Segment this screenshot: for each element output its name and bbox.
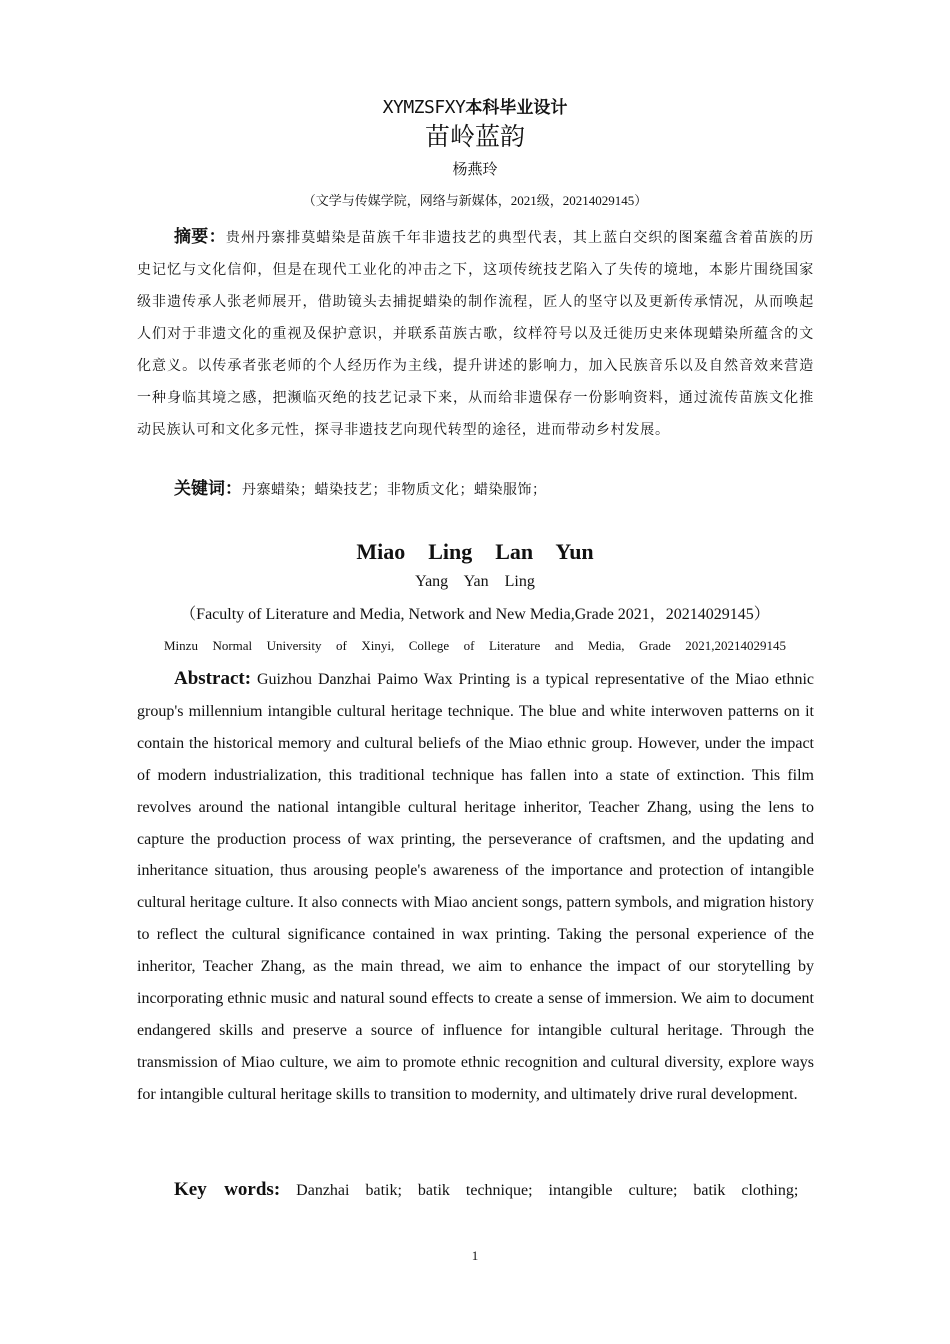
chinese-abstract-label: 摘要： <box>174 227 226 247</box>
header-label: 本科毕业设计 <box>465 98 568 118</box>
english-school: Minzu Normal University of Xinyi, College of Literature and Media, Grade 2021,20214029145 <box>164 638 786 653</box>
english-abstract-label: Abstract: <box>174 668 252 689</box>
english-affiliation: （Faculty of Literature and Media, Network and New Media,Grade 2021，20214029145） <box>180 606 770 623</box>
english-abstract <box>137 663 814 1111</box>
chinese-affiliation: （文学与传媒学院，网络与新媒体，2021级，20214029145） <box>302 193 648 208</box>
chinese-abstract-text: 贵州丹寨排莫蜡染是苗族千年非遗技艺的典型代表，其上蓝白交织的图案蕴含着苗族的历史记忆与文化信仰，但是在现代工业化的冲击之下，这项传统技艺陷入了失传的境地，本影片围绕国家级非遗传承人张老师展开，借助镜头去捕捉蜡染的制作流程，匠人的坚守以及更新传承情况，从而唤起人们对于非遗文化的重视及保护意识，并联系苗族古歌，纹样符号以及迁徙历史来体现蜡染所蕴含的文化意义。以传承者张老师的个人经历作为主线，提升讲述的影响力，加入民族音乐以及自然音效来营造一种身临其境之感，把濒临灭绝的技艺记录下来，从而给非遗保存一份影响资料，通过流传苗族文化推动民族认可和文化多元性，探寻非遗技艺向现代转型的途径，进而带动乡村发展。 <box>137 231 815 438</box>
chinese-keywords-label: 关键词： <box>174 479 242 499</box>
chinese-title: 苗岭蓝韵 <box>424 122 525 151</box>
english-keywords-label: Key words: <box>174 1179 281 1200</box>
chinese-abstract <box>137 221 814 447</box>
thesis-header <box>0 96 950 120</box>
english-keywords <box>137 1175 814 1206</box>
english-keywords-text: Danzhai batik; batik technique; intangible culture; batik clothing; <box>296 1182 799 1199</box>
chinese-keywords-text: 丹寨蜡染；蜡染技艺；非物质文化；蜡染服饰； <box>242 483 547 498</box>
header-code: XYMZSFXY <box>382 97 466 118</box>
english-abstract-text: Guizhou Danzhai Paimo Wax Printing is a typical representative of the Miao ethnic group's millennium intangible cultural heritage technique. The blue and white interwoven patterns on it contain the historical memory and cultural beliefs of the Miao ethnic group. However, under the impact of modern industrialization, this traditional technique has fallen into a state of extinction. This film revolves around the national intangible cultural heritage inheritor, Teacher Zhang, using the lens to capture the production process of wax printing, the perseverance of craftsmen, and the updating and inheritance situation, thus arousing people's awareness of the importance and protection of intangible cultural heritage culture. It also connects with Miao ancient songs, pattern symbols, and migration history to reflect the cultural significance contained in wax printing. Taking the personal experience of the inheritor, Teacher Zhang, as the main thread, we aim to enhance the impact of our storytelling by incorporating ethnic music and natural sound effects to create a sense of immersion. We aim to document endangered skills and preserve a source of influence for intangible cultural heritage. Through the transmission of Miao culture, we aim to promote ethnic recognition and cultural diversity, explore ways for intangible cultural heritage skills to transition to modernity, and ultimately drive rural development. <box>137 671 814 1103</box>
chinese-author: 杨燕玲 <box>452 162 498 178</box>
english-author: Yang Yan Ling <box>415 573 535 590</box>
english-title: Miao Ling Lan Yun <box>356 539 594 564</box>
chinese-keywords <box>137 474 814 506</box>
page-number: 1 <box>471 1248 479 1263</box>
